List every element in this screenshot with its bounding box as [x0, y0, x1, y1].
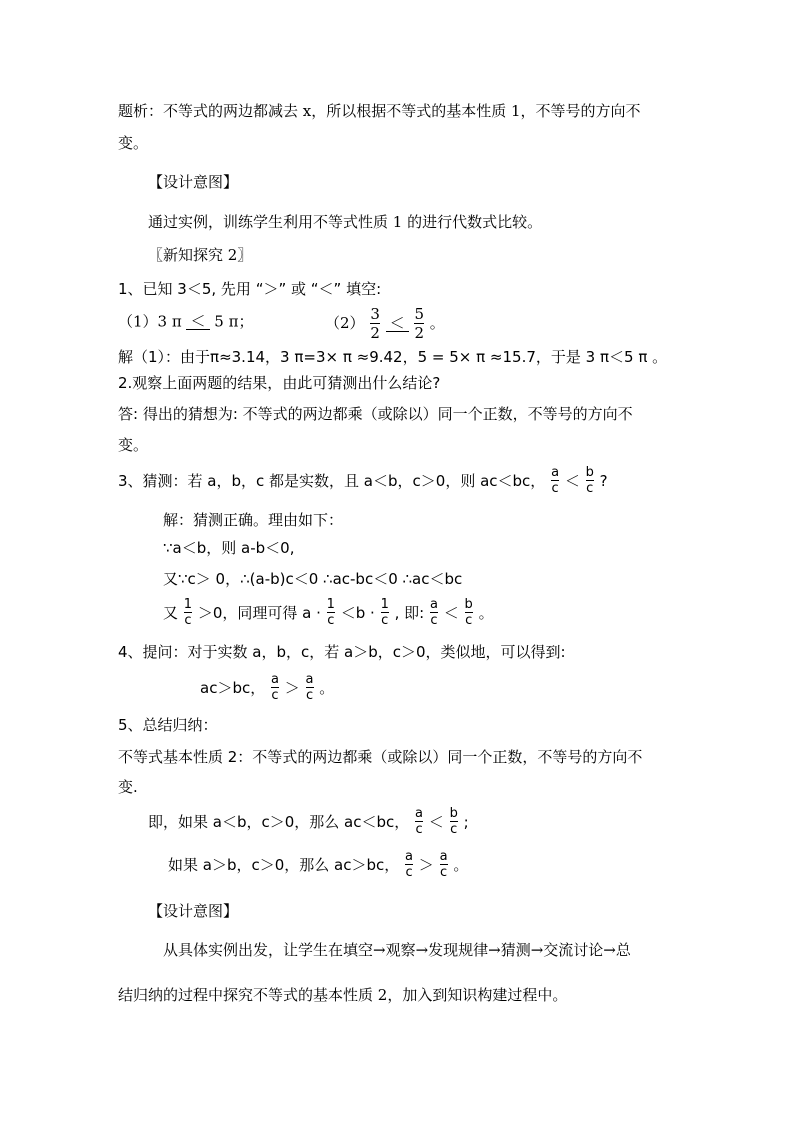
part-2-answer: ＜: [386, 316, 409, 332]
question-4-result: ac＞bc， $\frac{a}{c}$ ＞ $\frac{a}{c}$ 。: [200, 672, 335, 704]
part-1-answer: ＜: [186, 314, 209, 330]
fraction-b-c-2: $\frac{b}{c}$: [464, 597, 473, 629]
question-5: 5、总结归纳：: [118, 716, 218, 734]
fraction-3-2: $\frac{3}{2}$: [370, 305, 380, 342]
property-2-case-2: 如果 a＞b，c＞0，那么 ac＞bc， $\frac{a}{c}$ ＞ $\frac{a}{c}$ 。: [168, 849, 469, 881]
paragraph-analysis: 题析：不等式的两边都减去 x，所以根据不等式的基本性质 1，不等号的方向不: [118, 102, 641, 120]
design-intent-body-2: 从具体实例出发，让学生在填空→观察→发现规律→猜测→交流讨论→总: [163, 941, 631, 959]
fraction-b-c-3: $\frac{b}{c}$: [449, 806, 458, 838]
fraction-a-c-3: $\frac{a}{c}$: [271, 672, 279, 704]
fraction-1-c: $\frac{1}{c}$: [183, 597, 193, 629]
design-intent-body-1: 通过实例，训练学生利用不等式性质 1 的进行代数式比较。: [148, 213, 543, 231]
part-1-suffix: 5 π；: [214, 312, 254, 331]
question-1: 1、已知 3＜5, 先用 “＞” 或 “＜” 填空:: [118, 280, 382, 298]
design-intent-body-2-cont: 结归纳的过程中探究不等式的基本性质 2，加入到知识构建过程中。: [118, 986, 568, 1004]
fraction-a-c: $\frac{a}{c}$: [551, 465, 560, 497]
answer-2: 答: 得出的猜想为: 不等式的两边都乘（或除以）同一个正数，不等号的方向不: [118, 405, 633, 423]
question-3: 3、猜测：若 a，b，c 都是实数，且 a＜b，c＞0，则 ac＜bc， $\frac{a}{c}$ ＜ $\frac{b}{c}$ ?: [118, 465, 608, 497]
solution-3-line-2: 又∵c＞ 0，∴(a-b)c＜0 ∴ac-bc＜0 ∴ac＜bc: [163, 570, 463, 588]
property-2: 不等式基本性质 2：不等式的两边都乘（或除以）同一个正数，不等号的方向不: [118, 748, 643, 766]
part-1-prefix: （1）3 π: [118, 312, 187, 331]
property-2-case-1: 即，如果 a＜b，c＞0，那么 ac＜bc， $\frac{a}{c}$ ＜ $\frac{b}{c}$ ;: [148, 806, 469, 838]
fraction-b-c: $\frac{b}{c}$: [585, 465, 594, 497]
fraction-1-c-2: $\frac{1}{c}$: [326, 597, 335, 629]
solution-3-heading: 解：猜测正确。理由如下：: [163, 511, 344, 529]
solution-1: 解（1）：由于π≈3.14，3 π=3× π ≈9.42，5 = 5× π ≈15.7，于是 3 π＜5 π 。: [118, 348, 668, 366]
solution-3-line-3: 又 $\frac{1}{c}$ ＞0，同理可得 a · $\frac{1}{c}$ ＜b · $\frac{1}{c}$ , 即: $\frac{a}{c}$ ＜ $\frac{b}{c}$ 。: [163, 597, 494, 629]
fraction-5-2: $\frac{5}{2}$: [414, 305, 424, 342]
question-4: 4、提问：对于实数 a，b，c，若 a＞b，c＞0，类似地，可以得到:: [118, 643, 566, 661]
explore-2-heading: 〖新知探究 2〗: [148, 246, 253, 264]
fraction-a-c-6: $\frac{a}{c}$: [405, 849, 413, 881]
design-intent-heading-2: 【设计意图】: [148, 902, 239, 920]
question-1-part-2: （2） $\frac{3}{2}$ ＜ $\frac{5}{2}$ 。: [325, 305, 445, 342]
fraction-a-c-2: $\frac{a}{c}$: [429, 597, 438, 629]
solution-3-line-1: ∵a＜b，则 a-b＜0,: [163, 539, 295, 557]
fraction-a-c-4: $\frac{a}{c}$: [305, 672, 314, 704]
question-2: 2.观察上面两题的结果，由此可猜测出什么结论?: [118, 374, 441, 392]
design-intent-heading-1: 【设计意图】: [148, 173, 239, 191]
fraction-a-c-5: $\frac{a}{c}$: [415, 806, 423, 838]
question-1-part-1: [118, 314, 253, 344]
fraction-a-c-7: $\frac{a}{c}$: [439, 849, 448, 881]
paragraph-analysis-cont: 变。: [118, 134, 149, 152]
fraction-1-c-3: $\frac{1}{c}$: [380, 597, 389, 629]
answer-2-cont: 变。: [118, 436, 149, 454]
part-2-prefix: （2）: [325, 314, 365, 332]
property-2-cont: 变.: [118, 778, 138, 796]
